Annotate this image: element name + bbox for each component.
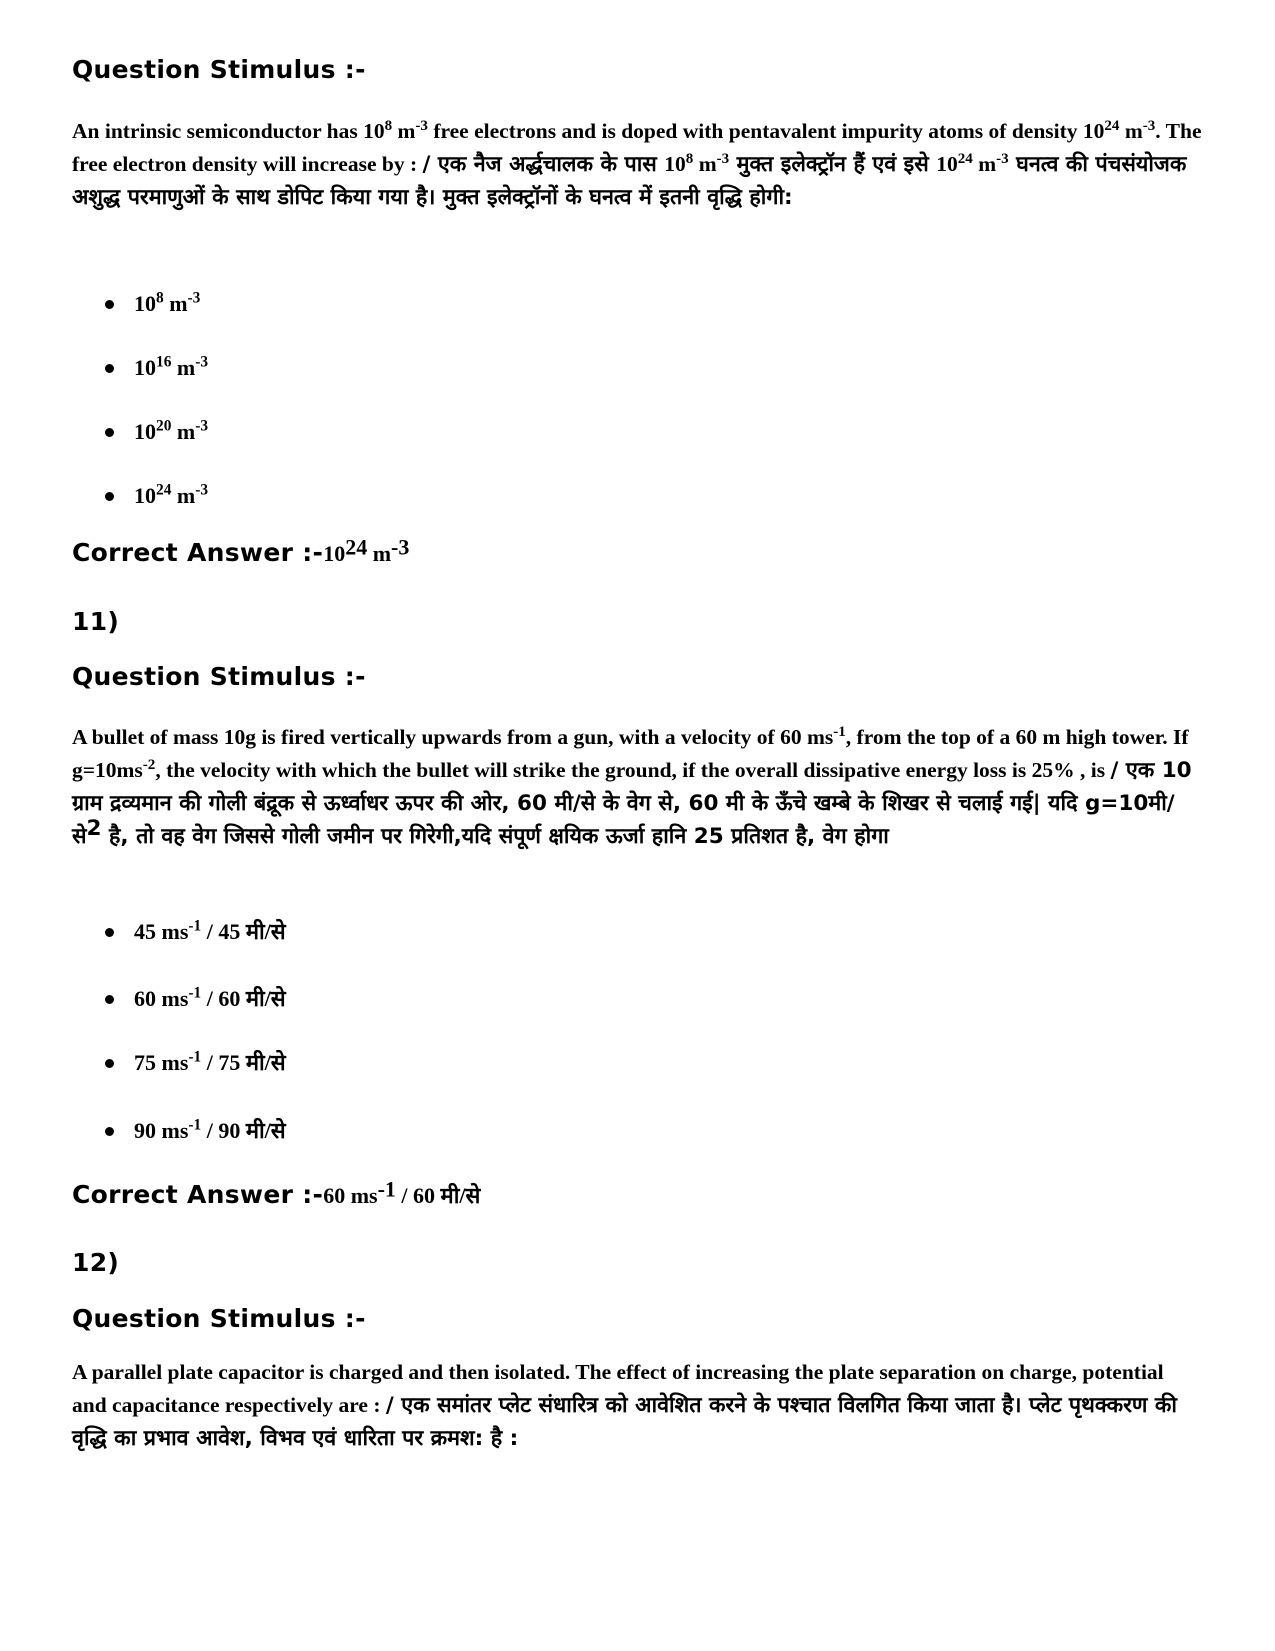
question-stimulus-label: Question Stimulus :- <box>72 55 366 84</box>
question-stimulus-label: Question Stimulus :- <box>72 662 366 691</box>
option-item[interactable]: $10^{24}$ $m^{-3}$ <box>72 481 208 545</box>
answer-options <box>72 289 208 545</box>
question-number: 12) <box>72 1248 120 1277</box>
bullet-icon <box>105 300 114 309</box>
correct-answer: Correct Answer :-60 $ms^{-1} / 60$ मी/से <box>72 1176 481 1209</box>
bullet-icon <box>105 428 114 437</box>
option-item[interactable]: 90 $ms^{-1} / 90$ मी/से <box>72 1116 286 1180</box>
option-item[interactable]: $10^{20}$ $m^{-3}$ <box>72 417 208 481</box>
bullet-icon <box>105 1059 114 1068</box>
option-item[interactable]: $10^8$ $m^{-3}$ <box>72 289 208 353</box>
bullet-icon <box>105 1127 114 1136</box>
answer-options <box>72 917 286 1180</box>
question-number: 11) <box>72 607 120 636</box>
correct-answer: Correct Answer $:-10^{24}$ $m^{-3}$ <box>72 534 410 567</box>
bullet-icon <box>105 995 114 1004</box>
bullet-icon <box>105 928 114 937</box>
question-stimulus-text: A bullet of mass 10g is fired vertically upwards from a gun, with a velocity of 60 $ms^{-1}$, from the top of a 60 m high tower. If $g=10ms^{-2}$, the velocity with which the bullet will strike the ground, if the overall dissipative energy loss is 25% , is / एक 10 ग्राम द्रव्यमान की गोली बंद्रूक से ऊर्ध्वाधर ऊपर की ओर, 60 मी/से के वेग से, 60 मी के ऊँचे खम्बे के शिखर से चलाई गई| यदि g=10मी/से$^2$ है, तो वह वेग जिससे गोली जमीन पर गिरेगी,यदि संपूर्ण क्षयिक ऊर्जा हानि 25 प्रतिशत है, वेग होगा <box>72 723 1192 849</box>
option-item[interactable]: 60 $ms^{-1} / 60$ मी/से <box>72 984 286 1048</box>
bullet-icon <box>105 364 114 373</box>
question-stimulus-label: Question Stimulus :- <box>72 1304 366 1333</box>
question-stimulus-text: A parallel plate capacitor is charged and then isolated. The effect of increasing the plate separation on charge, potential and capacitance respectively are : / एक समांतर प्लेट संधारित्र को आवेशित करने के पश्चात विलगित किया जाता है। प्लेट पृथक्करण की वृद्धि का प्रभाव आवेश, विभव एवं धारिता पर क्रमश: है : <box>72 1360 1177 1451</box>
bullet-icon <box>105 492 114 501</box>
option-item[interactable]: $10^{16}$ $m^{-3}$ <box>72 353 208 417</box>
option-item[interactable]: 45 $ms^{-1} / 45$ मी/से <box>72 917 286 984</box>
option-item[interactable]: 75 $ms^{-1} / 75$ मी/से <box>72 1048 286 1116</box>
question-stimulus-text: An intrinsic semiconductor has $10^8$ $m^{-3}$ free electrons and is doped with pentavalent impurity atoms of density $10^{24}$ $m^{-3}$. The free electron density will increase by : / एक नैज अर्द्धचालक के पास $10^8$ $m^{-3}$ मुक्त इलेक्ट्रॉन हैं एवं इसे $10^{24}$ $m^{-3}$ घनत्व की पंचसंयोजक अशुद्ध परमाणुओं के साथ डोपिट किया गया है। मुक्त इलेक्ट्रॉनों के घनत्व में इतनी वृद्धि होगी: <box>72 117 1202 210</box>
